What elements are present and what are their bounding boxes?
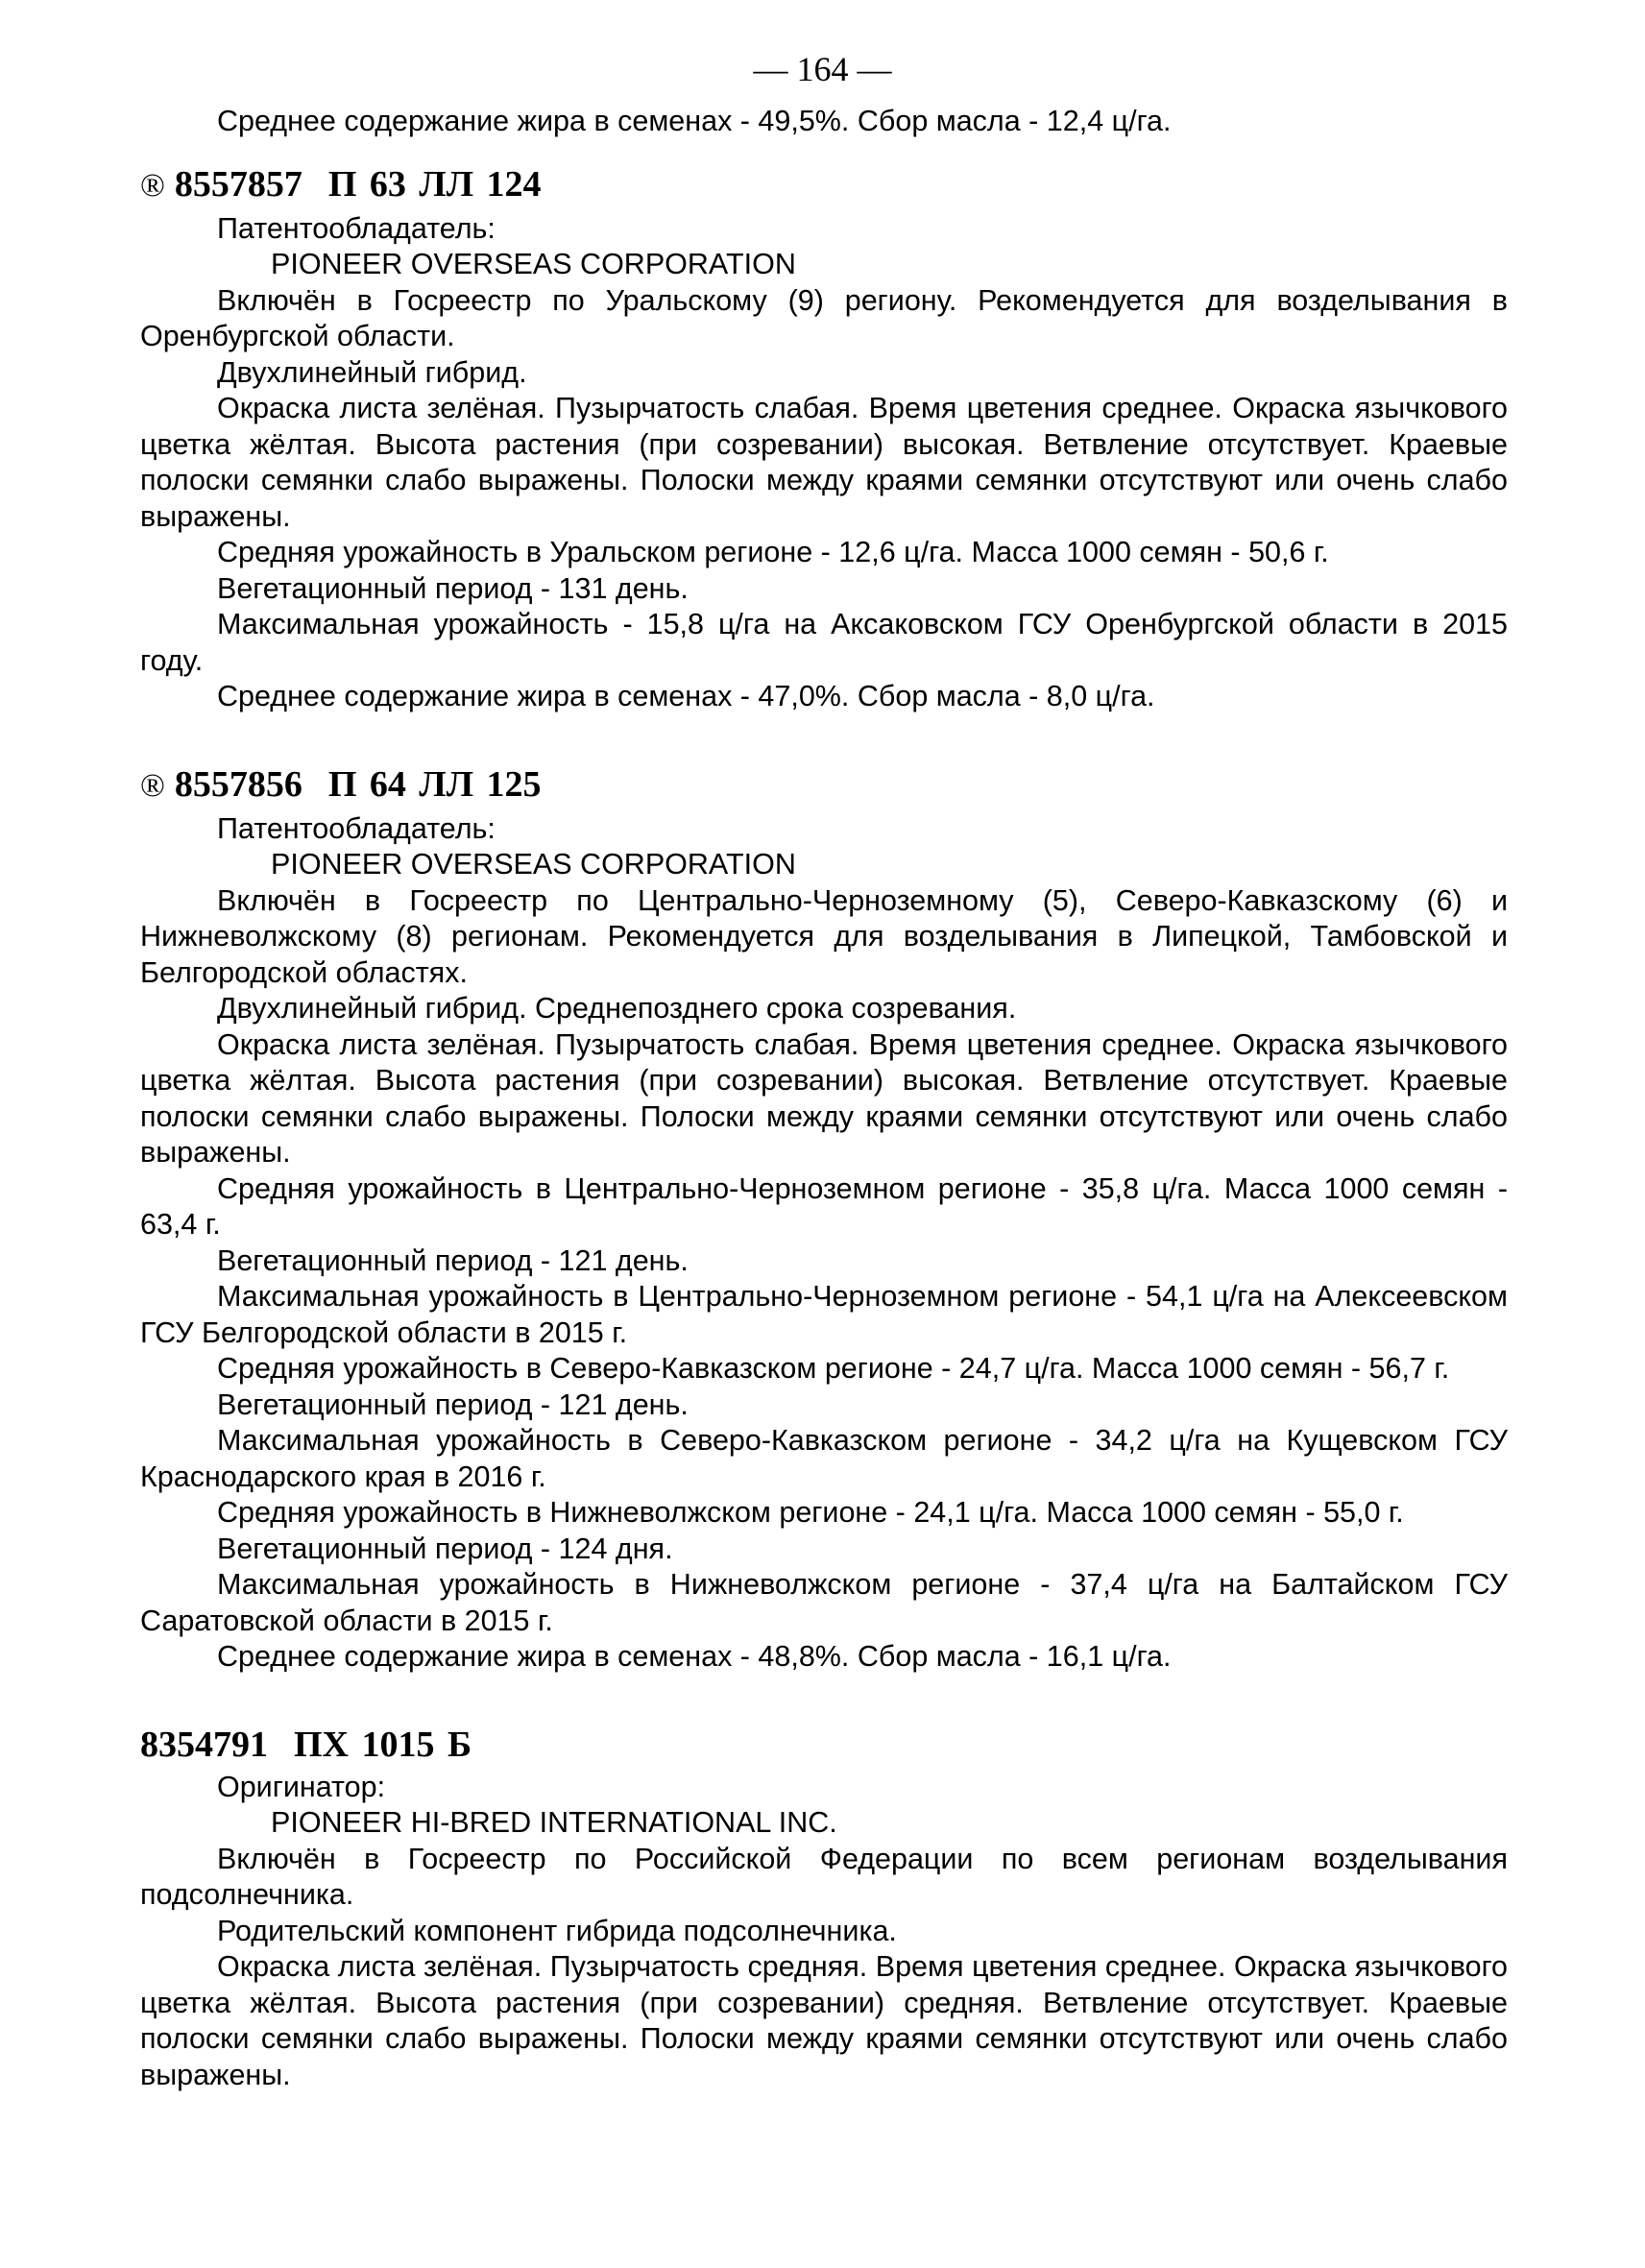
description-paragraph: Среднее содержание жира в семенах - 48,8%. Сбор масла - 16,1 ц/га. xyxy=(217,1640,1172,1673)
holder-name: PIONEER OVERSEAS CORPORATION xyxy=(271,848,796,881)
description-paragraph: Окраска листа зелёная. Пузырчатость слабая. Время цветения среднее. Окраска язычкового цветка жёлтая. Высота растения (при созревании) высокая. Ветвление отсутствует. Краевые полоски семянки слабо выражены. Полоски между краями семянки отсутствуют или очень слабо выражены. xyxy=(140,392,1508,533)
description-paragraph: Двухлинейный гибрид. Среднепозднего срока созревания. xyxy=(217,992,1017,1025)
holder-label: Патентообладатель: xyxy=(217,811,496,845)
variety-code: 8557856 xyxy=(174,763,302,805)
intro-line: Среднее содержание жира в семенах - 49,5%. Сбор масла - 12,4 ц/га. xyxy=(217,105,1172,137)
description-paragraph: Максимальная урожайность - 15,8 ц/га на Аксаковском ГСУ Оренбургской области в 2015 году. xyxy=(140,608,1508,677)
variety-name: П 63 ЛЛ 124 xyxy=(327,163,542,205)
variety-heading xyxy=(140,1724,1508,1766)
description-paragraph: Вегетационный период - 121 день. xyxy=(217,1243,689,1277)
variety-name: П 64 ЛЛ 125 xyxy=(327,763,542,805)
holder-label: Оригинатор: xyxy=(217,1770,386,1803)
description-paragraph: Вегетационный период - 131 день. xyxy=(217,571,689,605)
description-paragraph: Максимальная урожайность в Северо-Кавказском регионе - 34,2 ц/га на Кущевском ГСУ Краснодарского края в 2016 г. xyxy=(140,1424,1508,1493)
variety-name: ПХ 1015 Б xyxy=(294,1724,472,1765)
description-paragraph: Включён в Госреестр по Центрально-Черноземному (5), Северо-Кавказскому (6) и Нижневолжскому (8) регионам. Рекомендуется для возделывания в Липецкой, Тамбовской и Белгородской областях. xyxy=(140,883,1508,989)
description-paragraph: Включён в Госреестр по Российской Федерации по всем регионам возделывания подсолнечника. xyxy=(140,1842,1508,1911)
variety-entries xyxy=(140,163,1508,2094)
variety-code: 8557857 xyxy=(174,163,302,205)
description-paragraph: Вегетационный период - 124 дня. xyxy=(217,1532,673,1565)
holder-label: Патентообладатель: xyxy=(217,211,496,245)
registered-mark-icon: ® xyxy=(140,167,165,204)
description-paragraph: Средняя урожайность в Центрально-Черноземном регионе - 35,8 ц/га. Масса 1000 семян - 63,4 г. xyxy=(140,1171,1508,1241)
variety-heading xyxy=(140,163,1508,207)
variety-heading xyxy=(140,763,1508,808)
description-paragraph: Средняя урожайность в Уральском регионе - 12,6 ц/га. Масса 1000 семян - 50,6 г. xyxy=(217,536,1329,568)
description-paragraph: Двухлинейный гибрид. xyxy=(217,355,527,389)
variety-entry xyxy=(140,1724,1508,2094)
page-number: — 164 — xyxy=(753,50,892,88)
description-paragraph: Включён в Госреестр по Уральскому (9) региону. Рекомендуется для возделывания в Оренбургской области. xyxy=(140,283,1508,352)
description-paragraph: Окраска листа зелёная. Пузырчатость средняя. Время цветения среднее. Окраска язычкового цветка жёлтая. Высота растения (при созревании) средняя. Ветвление отсутствует. Краевые полоски семянки слабо выражены. Полоски между краями семянки отсутствуют или очень слабо выражены. xyxy=(140,1950,1508,2091)
document-body xyxy=(140,104,1508,2093)
holder-name: PIONEER HI-BRED INTERNATIONAL INC. xyxy=(271,1806,837,1839)
description-paragraph: Окраска листа зелёная. Пузырчатость слабая. Время цветения среднее. Окраска язычкового цветка жёлтая. Высота растения (при созревании) высокая. Ветвление отсутствует. Краевые полоски семянки слабо выражены. Полоски между краями семянки отсутствуют или очень слабо выражены. xyxy=(140,1027,1508,1169)
description-paragraph: Среднее содержание жира в семенах - 47,0%. Сбор масла - 8,0 ц/га. xyxy=(217,680,1155,712)
variety-entry xyxy=(140,163,1508,715)
description-paragraph: Родительский компонент гибрида подсолнечника. xyxy=(217,1914,897,1947)
description-paragraph: Максимальная урожайность в Центрально-Черноземном регионе - 54,1 ц/га на Алексеевском ГСУ Белгородской области в 2015 г. xyxy=(140,1280,1508,1349)
variety-code: 8354791 xyxy=(140,1724,268,1765)
description-paragraph: Средняя урожайность в Нижневолжском регионе - 24,1 ц/га. Масса 1000 семян - 55,0 г. xyxy=(217,1496,1404,1529)
description-paragraph: Максимальная урожайность в Нижневолжском регионе - 37,4 ц/га на Балтайском ГСУ Саратовской области в 2015 г. xyxy=(140,1568,1508,1637)
holder-name: PIONEER OVERSEAS CORPORATION xyxy=(271,248,796,280)
registered-mark-icon: ® xyxy=(140,767,165,804)
description-paragraph: Вегетационный период - 121 день. xyxy=(217,1387,689,1421)
variety-entry xyxy=(140,763,1508,1676)
description-paragraph: Средняя урожайность в Северо-Кавказском регионе - 24,7 ц/га. Масса 1000 семян - 56,7 г. xyxy=(217,1352,1450,1385)
